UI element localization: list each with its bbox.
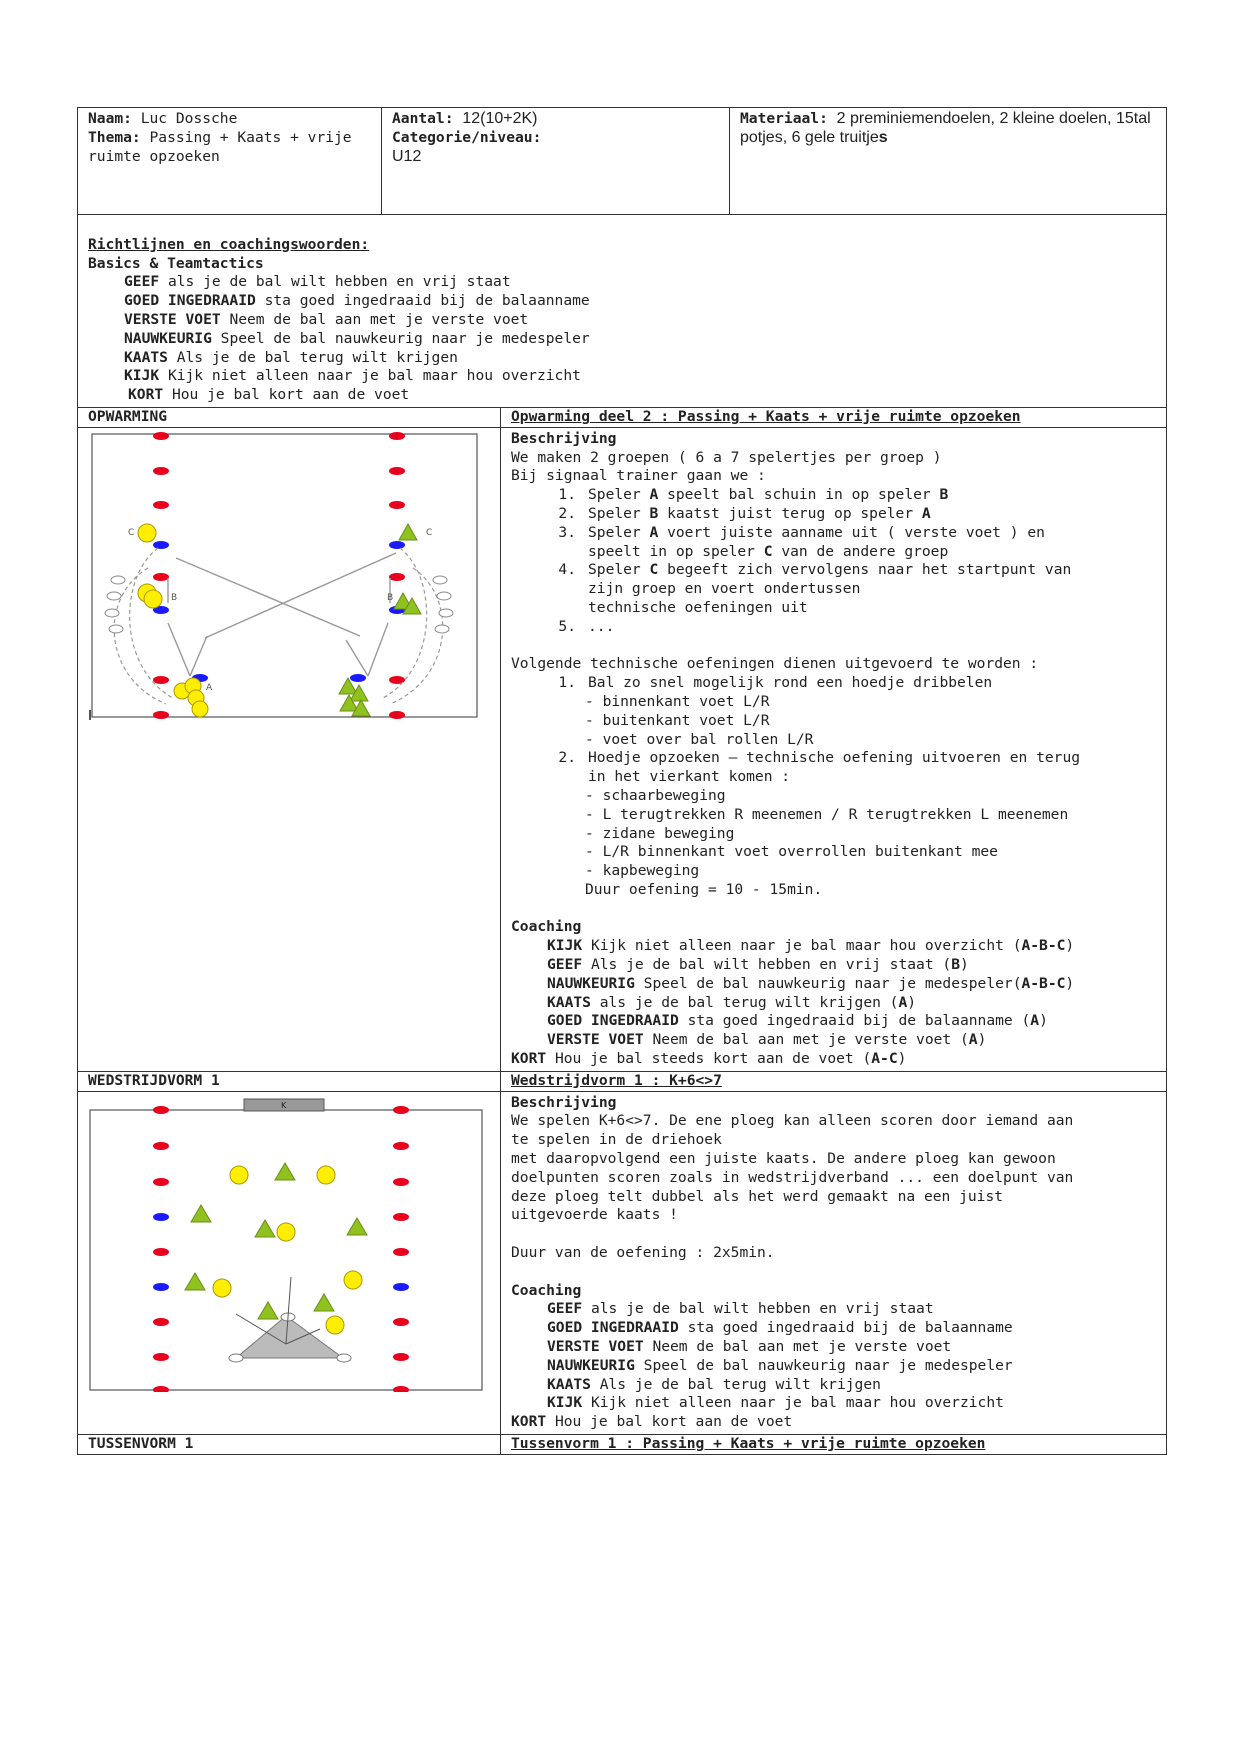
desc-line: deze ploeg telt dubbel als het werd gemaakt na een juist — [511, 1187, 1004, 1205]
red-cone — [393, 1386, 409, 1392]
tech-dash: - voet over bal rollen L/R — [585, 730, 814, 748]
tech-dash: - binnenkant voet L/R — [585, 692, 770, 710]
red-cone — [153, 1248, 169, 1256]
wedstrijd-title-row — [78, 1071, 1167, 1091]
coach-text: Neem de bal aan met je verste voet — [229, 310, 529, 328]
wedstrijd-diagram-cell — [78, 1091, 501, 1434]
green-player — [275, 1163, 295, 1180]
red-cone — [393, 1106, 409, 1114]
steps-list — [511, 486, 1156, 636]
opwarming-title-row — [78, 407, 1167, 427]
categorie-value: U12 — [392, 147, 422, 165]
tech-list — [511, 749, 1156, 787]
thema-value: Passing + Kaats + vrije ruimte opzoeken — [88, 128, 352, 165]
naam-cell — [78, 108, 382, 215]
label-c-left: C — [128, 527, 135, 538]
coach-text: Hou je bal kort aan de voet — [171, 386, 410, 404]
coach-key: KORT — [128, 386, 164, 404]
red-cone — [389, 467, 405, 475]
desc-line: uitgevoerde kaats ! — [511, 1206, 678, 1224]
desc-line: te spelen in de driehoek — [511, 1131, 722, 1149]
step-item: 4. Speler C begeeft zich vervolgens naar het startpunt van zijn groep en voert ondertussen technische oefeningen uit — [558, 561, 1072, 616]
red-cone — [153, 573, 169, 581]
red-cone — [153, 1386, 169, 1392]
opwarming-diagram-cell — [78, 427, 501, 1071]
cones-left — [153, 432, 169, 719]
wedstrijd-content-row — [78, 1091, 1167, 1434]
red-cone — [393, 1248, 409, 1256]
yellow-player — [138, 524, 156, 542]
yellow-player — [192, 701, 208, 717]
red-cone — [153, 1106, 169, 1114]
red-cone — [393, 1142, 409, 1150]
side-cones-right — [393, 1106, 409, 1392]
opwarming-content-row — [78, 427, 1167, 1071]
opwarming-left-title: OPWARMING — [88, 407, 168, 425]
step-item: 5. ... — [558, 617, 615, 635]
wedstrijd-right-title-cell — [501, 1071, 1167, 1091]
coach-key: GEEF — [124, 273, 160, 291]
label-b-right: B — [387, 592, 394, 603]
red-cone — [153, 1178, 169, 1186]
coach-text: Kijk niet alleen naar je bal maar hou overzicht — [167, 367, 581, 385]
field-border — [92, 434, 477, 717]
blue-cone — [153, 1213, 169, 1221]
red-cone — [153, 467, 169, 475]
green-players — [185, 1163, 367, 1319]
opwarming-diagram — [78, 428, 498, 728]
red-cone — [389, 573, 405, 581]
coach-text: als je de bal wilt hebben en vrij staat — [167, 273, 511, 291]
tech-dash: - L/R binnenkant voet overrollen buitenkant mee — [585, 843, 998, 861]
yellow-player — [213, 1279, 231, 1297]
coach-key: KAATS — [124, 348, 168, 366]
yellow-player — [144, 590, 162, 608]
tech-dash: - schaarbeweging — [585, 786, 726, 804]
step-item: 1. Speler A speelt bal schuin in op speler B — [558, 486, 949, 504]
step-item: 3. Speler A voert juiste aanname uit ( verste voet ) en speelt in op speler C van de andere groep — [558, 523, 1045, 560]
blue-cone — [153, 541, 169, 549]
yellow-players — [138, 524, 208, 717]
green-player — [347, 1218, 367, 1235]
training-sheet — [77, 107, 1166, 1455]
green-player — [185, 1273, 205, 1290]
yellow-player — [230, 1166, 248, 1184]
red-cone — [153, 501, 169, 509]
materiaal-value: 2 preminiemendoelen, 2 kleine doelen, 15tal potjes, 6 gele truitje — [740, 110, 1151, 146]
opwarming-left-title-cell — [78, 407, 501, 427]
blue-cone — [350, 674, 366, 682]
label-a-left: A — [206, 682, 213, 693]
intro-line: We maken 2 groepen ( 6 a 7 spelertjes per groep ) — [511, 448, 942, 466]
wedstrijd-text-cell: Beschrijving We spelen K+6<>7. De ene ploeg kan alleen scoren door iemand aan te spelen in de driehoek met daaropvolgend een juiste kaats. De andere ploeg kan gewoon doelpunten scoren zoals in wedstrijdverband ... een doelpunt van deze ploeg telt dubbel als het werd gemaakt na een juist uitgevoerde kaats ! Duur van de oefening : 2x5min. Coaching GEEF als je de bal wilt hebben en vrij staat GOED INGEDRAAID sta goed ingedraaid bij de balaanname VERSTE VOET Neem de bal aan met je verste voet NAUWKEURIG Speel de bal nauwkeurig naar je medespeler KAATS Als je de bal terug wilt krijgen KIJK Kijk niet alleen naar je bal maar hou overzicht KORT Hou je bal kort aan de voet — [501, 1091, 1167, 1434]
wedstrijd-right-title: Wedstrijdvorm 1 : K+6<>7 — [511, 1071, 722, 1089]
label-c-right: C — [426, 527, 433, 538]
red-cone — [393, 1178, 409, 1186]
naam-value: Luc Dossche — [140, 110, 238, 127]
richtlijnen-title: Richtlijnen en coachingswoorden: — [88, 235, 370, 253]
coach-key: GOED INGEDRAAID — [124, 292, 256, 310]
tussenvorm-left-title: TUSSENVORM 1 — [88, 1435, 194, 1452]
coaching-label: Coaching — [511, 918, 582, 936]
materiaal-cell — [730, 108, 1167, 215]
yellow-player — [277, 1223, 295, 1241]
red-cone — [393, 1318, 409, 1326]
wedstrijd-diagram — [78, 1092, 498, 1392]
label-b-left: B — [171, 592, 178, 603]
yellow-player — [317, 1166, 335, 1184]
opwarming-text-cell: Beschrijving We maken 2 groepen ( 6 a 7 spelertjes per groep ) Bij signaal trainer gaan we : 1. Speler A speelt bal schuin in op speler B 2. Speler B kaatst juist terug op speler A 3. Speler A voert juiste aanname uit ( verste voet ) en speelt in op speler C van de andere groep 4. Speler C begeeft zich vervolgens naar het startpunt van zijn groep en voert ondertussen technische oefeningen uit 5. ... Volgende technische oefeningen dienen uitgevoerd te worden : 1. Bal zo snel mogelijk rond een hoedje dribbelen - binnenkant voet L/R - buitenkant voet L/R - voet over bal rollen L/R 2. Hoedje opzoeken – technische oefening uitvoeren en terug in het vierkant komen : - schaarbeweging - L terugtrekken R meenemen / R terugtrekken L meenemen - zidane beweging - L/R binnenkant voet overrollen buitenkant mee - kapbeweging Duur oefening = 10 - 15min. Coaching KIJK Kijk niet alleen naar je bal maar hou overzicht (A-B-C) GEEF Als je de bal wilt hebben en vrij staat (B) NAUWKEURIG Speel de bal nauwkeurig naar je medespeler(A-B-C) KAATS als je de bal terug wilt krijgen (A) GOED INGEDRAAID sta goed ingedraaid bij de balaanname (A) VERSTE VOET Neem de bal aan met je verste voet (A) KORT Hou je bal steeds kort aan de voet (A-C) — [501, 427, 1167, 1071]
red-cone — [153, 432, 169, 440]
beschrijving-label: Beschrijving — [511, 1093, 617, 1111]
green-players — [339, 524, 421, 716]
blue-cone — [389, 541, 405, 549]
thema-label: Thema: — [88, 128, 141, 146]
naam-label: Naam: — [88, 110, 132, 127]
tech-dash: - kapbeweging — [585, 862, 700, 880]
green-player — [255, 1220, 275, 1237]
desc-line: We spelen K+6<>7. De ene ploeg kan alleen scoren door iemand aan — [511, 1112, 1074, 1130]
red-cone — [153, 1318, 169, 1326]
tech-dash: - L terugtrekken R meenemen / R terugtrekken L meenemen — [585, 805, 1069, 823]
pass-lines — [168, 553, 396, 676]
blue-cones — [153, 541, 405, 682]
side-cones-left — [153, 1106, 169, 1392]
coaching-label: Coaching — [511, 1281, 582, 1299]
red-cone — [389, 711, 405, 719]
coach-text: Als je de bal terug wilt krijgen — [176, 348, 458, 366]
red-cone — [153, 1353, 169, 1361]
opwarming-right-title-cell — [501, 407, 1167, 427]
richtlijnen-cell — [78, 215, 1167, 408]
red-cone — [393, 1353, 409, 1361]
aantal-value: 12(10+2K) — [462, 110, 538, 127]
tussenvorm-left-title-cell — [78, 1435, 501, 1455]
red-cone — [389, 432, 405, 440]
richtlijnen-row — [78, 215, 1167, 408]
tussenvorm-right-title: Tussenvorm 1 : Passing + Kaats + vrije ruimte opzoeken — [511, 1435, 986, 1452]
opwarming-right-title: Opwarming deel 2 : Passing + Kaats + vrije ruimte opzoeken — [511, 407, 1021, 425]
materiaal-bold-end: s — [878, 128, 888, 146]
aantal-cell — [382, 108, 730, 215]
tech-dash: - zidane beweging — [585, 824, 735, 842]
tech-item: 2. Hoedje opzoeken – technische oefening uitvoeren en terug in het vierkant komen : — [558, 749, 1081, 786]
green-player — [258, 1302, 278, 1319]
tech-list — [511, 674, 1156, 693]
red-cone — [153, 1142, 169, 1150]
wedstrijd-left-title-cell — [78, 1071, 501, 1091]
yellow-player — [326, 1316, 344, 1334]
cones-right — [389, 432, 405, 719]
tussenvorm-title-row — [78, 1435, 1167, 1455]
duur-text: Duur van de oefening : 2x5min. — [511, 1244, 775, 1262]
coach-key: KIJK — [124, 367, 160, 385]
richtlijnen-subtitle: Basics & Teamtactics — [88, 254, 264, 272]
step-item: 2. Speler B kaatst juist terug op speler A — [558, 504, 931, 522]
yellow-players — [213, 1166, 362, 1334]
coach-key: NAUWKEURIG — [124, 329, 212, 347]
red-cone — [389, 501, 405, 509]
goal-label: K — [281, 1100, 287, 1110]
tech-item: 1. Bal zo snel mogelijk rond een hoedje dribbelen — [558, 674, 993, 692]
desc-line: met daaropvolgend een juiste kaats. De andere ploeg kan gewoon — [511, 1150, 1056, 1168]
blue-cone — [393, 1283, 409, 1291]
red-cone — [153, 676, 169, 684]
wedstrijd-left-title: WEDSTRIJDVORM 1 — [88, 1071, 220, 1089]
tech-intro: Volgende technische oefeningen dienen uitgevoerd te worden : — [511, 655, 1039, 673]
blue-cone — [153, 1283, 169, 1291]
coach-key: VERSTE VOET — [124, 310, 221, 328]
beschrijving-label: Beschrijving — [511, 429, 617, 447]
tussenvorm-right-title-cell — [501, 1435, 1167, 1455]
red-cone — [153, 711, 169, 719]
aantal-label: Aantal: — [392, 110, 454, 127]
header-row — [78, 108, 1167, 215]
green-player — [399, 524, 417, 540]
categorie-label: Categorie/niveau: — [392, 128, 542, 146]
coach-text: sta goed ingedraaid bij de balaanname — [264, 292, 590, 310]
tech-dash: - buitenkant voet L/R — [585, 711, 770, 729]
red-cone — [393, 1213, 409, 1221]
training-table — [77, 107, 1167, 1455]
materiaal-label: Materiaal: — [740, 110, 828, 127]
coach-text: Speel de bal nauwkeurig naar je medespeler — [220, 329, 590, 347]
duur-text: Duur oefening = 10 - 15min. — [585, 880, 823, 898]
yellow-player — [344, 1271, 362, 1289]
desc-line: doelpunten scoren zoals in wedstrijdverband ... een doelpunt van — [511, 1168, 1074, 1186]
green-player — [314, 1294, 334, 1311]
intro-line: Bij signaal trainer gaan we : — [511, 467, 766, 485]
green-player — [191, 1205, 211, 1222]
